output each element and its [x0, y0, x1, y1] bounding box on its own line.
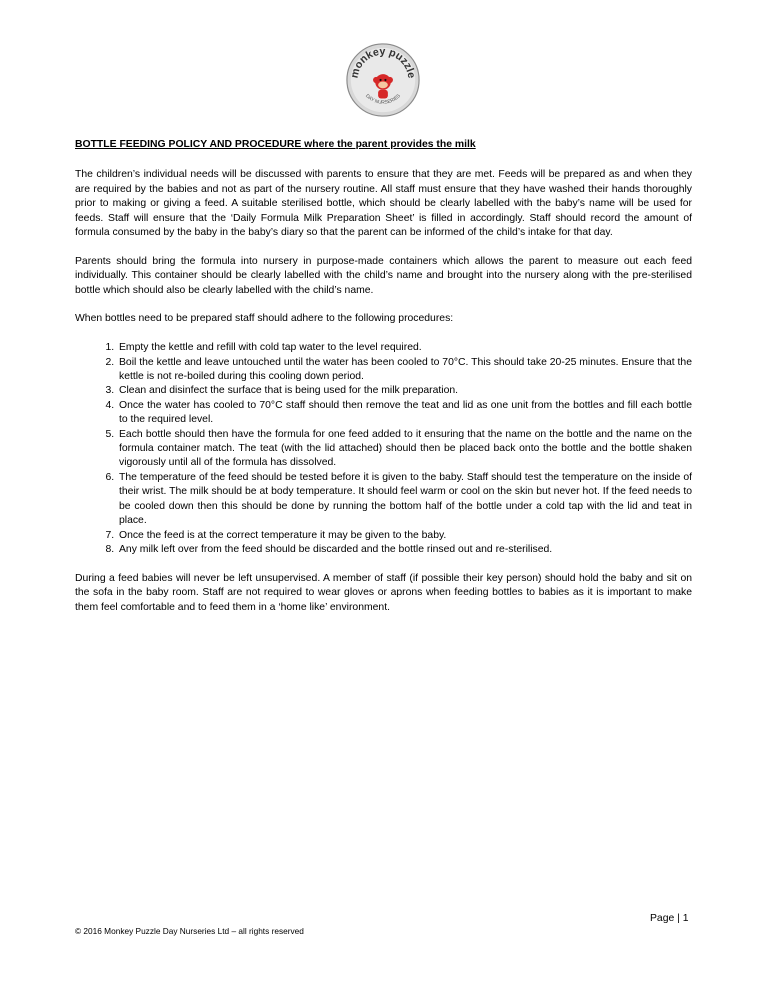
intro-paragraph: The children’s individual needs will be discussed with parents to ensure that they are met. Feeds will be prepared as and when they are required by the babies and not as part of the nursery routine. All staff must ensure that they have washed their hands thoroughly prior to making or giving a feed. A suitable sterilised bottle, which should be clearly labelled with the baby’s name will be used for feeds. Staff will ensure that the ‘Daily Formula Milk Preparation Sheet’ is filled in accordingly. Staff should record the amount of formula consumed by the baby in the baby’s diary so that the parent can be informed of the child’s intake for that day. [75, 169, 692, 239]
policy-document [75, 138, 692, 629]
procedure-step: 2. Boil the kettle and leave untouched until the water has been cooled to 70°C. This should take 20-25 minutes. Ensure that the kettle is not re-boiled during this cooling down period. [117, 356, 692, 385]
procedure-step: 6. The temperature of the feed should be tested before it is given to the baby. Staff should test the temperature on the inside of their wrist. The milk should be at body temperature. It should feel warm or cool on the skin but never hot. If the feed needs to be cooled down then this should be done by running the bottom half of the bottle under a cold tap with the lid and teat in place. [117, 471, 692, 529]
procedure-list [75, 341, 692, 557]
procedure-step: 3. Clean and disinfect the surface that is being used for the milk preparation. [117, 384, 692, 398]
document-title: BOTTLE FEEDING POLICY AND PROCEDURE where the parent provides the milk [75, 139, 476, 150]
procedures-intro: When bottles need to be prepared staff should adhere to the following procedures: [75, 313, 454, 325]
supervision-paragraph: During a feed babies will never be left unsupervised. A member of staff (if possible their key person) should hold the baby and sit on the sofa in the baby room. Staff are not required to wear gloves or aprons when feeding bottles to babies as it is important to make them feel comfortable and to feed them in a ‘home like’ environment. [75, 572, 692, 613]
copyright-footer: © 2016 Monkey Puzzle Day Nurseries Ltd – all rights reserved [75, 926, 304, 936]
page-number: Page | 1 [650, 913, 689, 924]
procedure-step: 1. Empty the kettle and refill with cold tap water to the level required. [117, 341, 692, 355]
procedure-step: 5. Each bottle should then have the formula for one feed added to it ensuring that the name on the bottle and the name on the formula container match. The teat (with the lid attached) should then be placed back onto the bottle and the bottle shaken vigorously until all of the formula has dissolved. [117, 428, 692, 471]
formula-containers-paragraph: Parents should bring the formula into nursery in purpose-made containers which allows the parent to measure out each feed individually. This container should be clearly labelled with the child’s name and brought into the nursery along with the pre-sterilised bottle which should also be clearly labelled with the child’s name. [75, 255, 692, 296]
monkey-puzzle-logo [344, 41, 422, 119]
procedure-step: 8. Any milk left over from the feed should be discarded and the bottle rinsed out and re-sterilised. [117, 543, 692, 557]
svg-text:monkey puzzle: monkey puzzle [348, 45, 418, 80]
procedure-step: 7. Once the feed is at the correct temperature it may be given to the baby. [117, 529, 692, 543]
procedure-step: 4. Once the water has cooled to 70°C staff should then remove the teat and lid as one unit from the bottles and fill each bottle to the required level. [117, 399, 692, 428]
svg-text:DAY NURSERIES: DAY NURSERIES [364, 93, 402, 106]
